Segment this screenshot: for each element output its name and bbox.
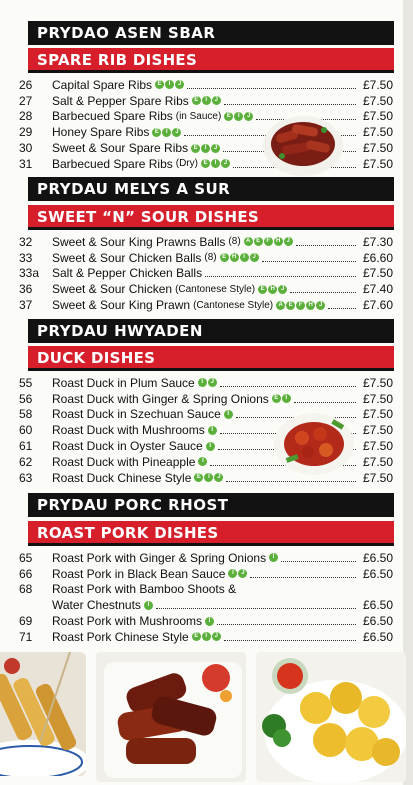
duck-dish-image <box>272 410 356 478</box>
section-2-items <box>19 234 393 313</box>
dot-leader <box>187 81 356 89</box>
allergen-badge: E <box>224 112 233 121</box>
item-number: 36 <box>19 282 33 297</box>
allergen-badge: A <box>276 301 285 310</box>
item-name: Roast Duck Chinese Style <box>52 470 192 485</box>
menu-item <box>19 597 393 613</box>
item-name: Roast Pork with Ginger & Spring Onions <box>52 550 267 565</box>
allergen-badge: H <box>306 301 315 310</box>
allergen-badge: I <box>202 632 211 641</box>
item-name: Roast Duck with Ginger & Spring Onions <box>52 391 269 406</box>
item-price: £6.50 <box>362 614 393 629</box>
allergen-badge: I <box>269 553 278 562</box>
item-name: Salt & Pepper Chicken Balls <box>52 266 203 281</box>
item-name: Roast Duck with Pineapple <box>52 454 196 469</box>
item-note: (Cantonese Style) <box>175 283 256 295</box>
item-price: £6.50 <box>362 629 393 644</box>
allergen-badges <box>258 285 287 294</box>
item-number: 69 <box>19 614 33 629</box>
menu-item <box>19 250 393 266</box>
dot-leader <box>156 601 356 609</box>
section-1-welsh-header: PRYDAO ASEN SBAR <box>28 21 394 45</box>
allergen-badge: E <box>192 632 201 641</box>
chicken-balls-photo <box>256 652 406 782</box>
section-3-english-header: DUCK DISHES <box>28 346 394 371</box>
item-number: 33 <box>19 250 33 265</box>
item-number: 55 <box>19 375 33 390</box>
item-price: £7.50 <box>362 109 393 124</box>
allergen-badges <box>191 144 220 153</box>
satay-skewers-photo <box>0 652 86 776</box>
item-number: 33a <box>19 266 40 281</box>
allergen-badge: H <box>274 237 283 246</box>
item-number: 66 <box>19 566 33 581</box>
dot-leader <box>328 301 356 309</box>
item-number: 28 <box>19 109 33 124</box>
allergen-badge: I <box>165 80 174 89</box>
item-price: £6.60 <box>362 250 393 265</box>
menu-item <box>19 234 393 250</box>
menu-item <box>19 281 393 297</box>
allergen-badge: I <box>240 253 249 262</box>
item-name: Roast Pork with Bamboo Shoots & <box>52 582 237 597</box>
allergen-badge: I <box>282 394 291 403</box>
allergen-badges <box>155 80 184 89</box>
item-price: £7.50 <box>362 125 393 140</box>
allergen-badges <box>205 617 214 626</box>
dot-leader <box>220 379 356 387</box>
item-price: £7.50 <box>362 391 393 406</box>
dot-leader <box>205 269 356 277</box>
allergen-badge: I <box>198 378 207 387</box>
allergen-badge: J <box>221 159 230 168</box>
allergen-badges <box>198 378 217 387</box>
menu-item <box>19 375 393 391</box>
item-name: Capital Spare Ribs <box>52 77 153 92</box>
allergen-badge: J <box>172 128 181 137</box>
item-price: £7.50 <box>362 156 393 171</box>
item-note: (Dry) <box>175 158 198 170</box>
menu-item <box>19 613 393 629</box>
allergen-badges <box>220 253 259 262</box>
menu-item <box>19 629 393 645</box>
allergen-badge: J <box>175 80 184 89</box>
ribs-photo <box>96 652 246 782</box>
menu-item <box>19 566 393 582</box>
item-name: Roast Duck in Plum Sauce <box>52 375 195 390</box>
dot-leader <box>217 617 356 625</box>
item-price: £7.50 <box>362 454 393 469</box>
allergen-badge: I <box>202 96 211 105</box>
dot-leader <box>294 395 356 403</box>
section-4-items <box>19 550 393 645</box>
menu-item <box>19 582 393 598</box>
item-number: 65 <box>19 550 33 565</box>
allergen-badge: I <box>208 426 217 435</box>
item-price: £7.50 <box>362 77 393 92</box>
item-price: £7.50 <box>362 470 393 485</box>
allergen-badge: E <box>220 253 229 262</box>
allergen-badges <box>192 632 221 641</box>
menu-item <box>19 93 393 109</box>
allergen-badge: E <box>191 144 200 153</box>
item-number: 61 <box>19 439 33 454</box>
allergen-badges <box>224 410 233 419</box>
allergen-badges <box>269 553 278 562</box>
dot-leader <box>250 570 356 578</box>
allergen-badges <box>198 457 207 466</box>
dot-leader <box>224 633 356 641</box>
item-name: Roast Pork in Black Bean Sauce <box>52 566 226 581</box>
allergen-badge: J <box>211 144 220 153</box>
item-number: 27 <box>19 93 33 108</box>
allergen-badge: E <box>286 301 295 310</box>
item-note: (in Sauce) <box>175 110 222 122</box>
item-price: £7.50 <box>362 93 393 108</box>
item-price: £7.50 <box>362 141 393 156</box>
allergen-badges <box>144 601 153 610</box>
item-number: 60 <box>19 423 33 438</box>
section-2-english-header: SWEET “N” SOUR DISHES <box>28 205 394 230</box>
allergen-badge: E <box>192 96 201 105</box>
allergen-badge: I <box>144 601 153 610</box>
spare-ribs-dish-image <box>262 110 344 178</box>
item-name: Sweet & Sour King Prawns Balls <box>52 234 226 249</box>
allergen-badge: A <box>244 237 253 246</box>
allergen-badge: I <box>224 410 233 419</box>
item-number: 63 <box>19 470 33 485</box>
item-number: 32 <box>19 234 33 249</box>
allergen-badge: I <box>228 569 237 578</box>
item-number: 68 <box>19 582 33 597</box>
allergen-badge: H <box>268 285 277 294</box>
allergen-badges <box>228 569 247 578</box>
allergen-badges <box>194 473 223 482</box>
allergen-badge: J <box>208 378 217 387</box>
section-2-welsh-header: PRYDAU MELYS A SUR <box>28 177 394 201</box>
item-price: £6.50 <box>362 566 393 581</box>
allergen-badges <box>224 112 253 121</box>
item-name: Water Chestnuts <box>52 598 141 613</box>
item-name: Roast Pork with Mushrooms <box>52 614 203 629</box>
allergen-badge: I <box>198 457 207 466</box>
item-name: Barbecued Spare Ribs <box>52 109 173 124</box>
section-4-english-header: ROAST PORK DISHES <box>28 521 394 546</box>
item-number: 71 <box>19 629 33 644</box>
menu-item <box>19 266 393 282</box>
allergen-badge: I <box>234 112 243 121</box>
allergen-badges <box>276 301 325 310</box>
item-price: £7.30 <box>362 234 393 249</box>
item-price: £7.50 <box>362 439 393 454</box>
allergen-badge: H <box>230 253 239 262</box>
allergen-badge: F <box>296 301 305 310</box>
allergen-badge: E <box>194 473 203 482</box>
allergen-badge: J <box>212 632 221 641</box>
allergen-badge: E <box>201 159 210 168</box>
item-number: 30 <box>19 141 33 156</box>
item-number: 37 <box>19 298 33 313</box>
allergen-badge: E <box>272 394 281 403</box>
allergen-badges <box>192 96 221 105</box>
allergen-badge: J <box>244 112 253 121</box>
section-1-english-header: SPARE RIB DISHES <box>28 48 394 73</box>
item-number: 29 <box>19 125 33 140</box>
allergen-badge: F <box>264 237 273 246</box>
item-note: (Cantonese Style) <box>193 299 274 311</box>
item-price: £7.50 <box>362 375 393 390</box>
allergen-badge: I <box>206 442 215 451</box>
item-name: Sweet & Sour Chicken Balls <box>52 250 202 265</box>
allergen-badge: J <box>284 237 293 246</box>
section-4-welsh-header: PRYDAU PORC RHOST <box>28 493 394 517</box>
dot-leader <box>296 238 356 246</box>
item-name: Roast Duck with Mushrooms <box>52 423 205 438</box>
item-number: 31 <box>19 156 33 171</box>
allergen-badge: E <box>155 80 164 89</box>
allergen-badges <box>201 159 230 168</box>
item-price: £7.50 <box>362 266 393 281</box>
item-name: Roast Duck in Oyster Sauce <box>52 439 203 454</box>
menu-item <box>19 550 393 566</box>
dot-leader <box>262 254 356 262</box>
allergen-badge: E <box>152 128 161 137</box>
menu-item <box>19 297 393 313</box>
item-name: Sweet & Sour Chicken <box>52 282 173 297</box>
item-name: Roast Duck in Szechuan Sauce <box>52 407 221 422</box>
allergen-badge: I <box>162 128 171 137</box>
item-price: £6.50 <box>362 550 393 565</box>
item-name: Salt & Pepper Spare Ribs <box>52 93 189 108</box>
allergen-badges <box>208 426 217 435</box>
section-3-welsh-header: PRYDAU HWYADEN <box>28 319 394 343</box>
item-name: Barbecued Spare Ribs <box>52 156 173 171</box>
allergen-badge: J <box>214 473 223 482</box>
item-name: Sweet & Sour Spare Ribs <box>52 141 189 156</box>
allergen-badge: I <box>201 144 210 153</box>
allergen-badge: J <box>278 285 287 294</box>
item-price: £7.40 <box>362 282 393 297</box>
item-number: 56 <box>19 391 33 406</box>
item-number: 26 <box>19 77 33 92</box>
allergen-badge: I <box>204 473 213 482</box>
allergen-badge: J <box>250 253 259 262</box>
allergen-badge: E <box>258 285 267 294</box>
item-number: 58 <box>19 407 33 422</box>
allergen-badges <box>244 237 293 246</box>
allergen-badges <box>272 394 291 403</box>
dot-leader <box>290 285 356 293</box>
item-price: £7.50 <box>362 407 393 422</box>
item-price: £6.50 <box>362 598 393 613</box>
allergen-badge: J <box>212 96 221 105</box>
item-number: 62 <box>19 454 33 469</box>
item-name: Sweet & Sour King Prawn <box>52 298 191 313</box>
item-note: (8) <box>204 252 217 264</box>
item-price: £7.50 <box>362 423 393 438</box>
item-note: (8) <box>228 236 241 248</box>
dot-leader <box>281 554 356 562</box>
item-price: £7.60 <box>362 298 393 313</box>
allergen-badge: I <box>211 159 220 168</box>
allergen-badge: I <box>205 617 214 626</box>
menu-item <box>19 77 393 93</box>
item-name: Honey Spare Ribs <box>52 125 150 140</box>
item-name: Roast Pork Chinese Style <box>52 629 189 644</box>
allergen-badge: E <box>254 237 263 246</box>
allergen-badges <box>152 128 181 137</box>
dot-leader <box>224 97 356 105</box>
allergen-badges <box>206 442 215 451</box>
menu-item <box>19 391 393 407</box>
allergen-badge: J <box>316 301 325 310</box>
allergen-badge: J <box>238 569 247 578</box>
